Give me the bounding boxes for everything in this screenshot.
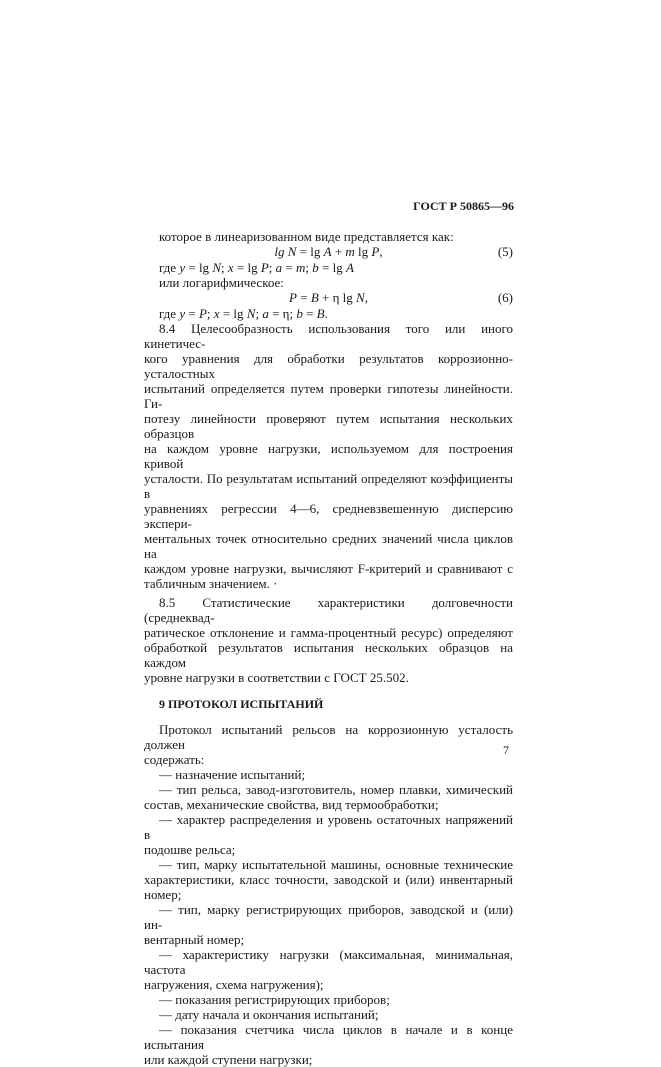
intro-line: которое в линеаризованном виде представляется как: bbox=[159, 229, 454, 244]
list-item-line: нагружения, схема нагружения); bbox=[144, 977, 324, 992]
paragraph-line: уравнениях регрессии 4—6, средневзвешенную дисперсию экспери- bbox=[144, 501, 513, 531]
formula-6-number: (6) bbox=[497, 290, 513, 305]
paragraph-line: ратическое отклонение и гамма-процентный ресурс) определяют bbox=[144, 625, 513, 640]
page-number: 7 bbox=[503, 743, 509, 757]
paragraph-line: Протокол испытаний рельсов на коррозионную усталость должен bbox=[144, 722, 513, 752]
standard-header: ГОСТ Р 50865—96 bbox=[413, 199, 514, 213]
list-item-line: — тип, марку регистрирующих приборов, заводской и (или) ин- bbox=[144, 902, 513, 932]
list-item-line: — характеристику нагрузки (максимальная, минимальная, частота bbox=[144, 947, 513, 977]
section-9-title: 9 ПРОТОКОЛ ИСПЫТАНИЙ bbox=[159, 697, 324, 711]
list-item-line: состав, механические свойства, вид термообработки; bbox=[144, 797, 439, 812]
formula-6-expression: P = B + η lg N, bbox=[289, 290, 368, 305]
protocol-list bbox=[144, 767, 513, 1067]
list-item-line: — тип, марку испытательной машины, основные технические bbox=[159, 857, 513, 872]
paragraph-line: уровне нагрузки в соответствии с ГОСТ 25.502. bbox=[144, 670, 409, 685]
paragraph-line: кого уравнения для обработки результатов коррозионно-усталостных bbox=[144, 351, 513, 381]
list-item-line: — показания регистрирующих приборов; bbox=[159, 992, 390, 1007]
formula-6 bbox=[144, 290, 513, 306]
list-item bbox=[144, 767, 513, 782]
list-item-line: номер; bbox=[144, 887, 182, 902]
list-item bbox=[144, 782, 513, 812]
list-item bbox=[144, 1022, 513, 1067]
list-item-line: — характер распределения и уровень остаточных напряжений в bbox=[144, 812, 513, 842]
page-content bbox=[144, 229, 513, 1067]
formula-5-expression: lg N = lg A + m lg P, bbox=[274, 244, 383, 259]
paragraph-line: содержать: bbox=[144, 752, 205, 767]
list-item bbox=[144, 1007, 513, 1022]
paragraph-line: 8.4 Целесообразность использования того или иного кинетичес- bbox=[144, 321, 513, 351]
list-item-line: подошве рельса; bbox=[144, 842, 236, 857]
paragraph-line: испытаний определяется путем проверки гипотезы линейности. Ги- bbox=[144, 381, 513, 411]
list-item-line: вентарный номер; bbox=[144, 932, 245, 947]
paragraph-line: табличным значением. · bbox=[144, 576, 278, 591]
list-item bbox=[144, 992, 513, 1007]
paragraph-line: усталости. По результатам испытаний определяют коэффициенты в bbox=[144, 471, 513, 501]
list-item bbox=[144, 812, 513, 857]
list-item-line: характеристики, класс точности, заводской и (или) инвентарный bbox=[144, 872, 513, 887]
where-5: где y = lg N; x = lg P; a = m; b = lg A bbox=[159, 260, 354, 275]
paragraph-line: ментальных точек относительно средних значений числа циклов на bbox=[144, 531, 513, 561]
list-item-line: — показания счетчика числа циклов в начале и в конце испытания bbox=[144, 1022, 513, 1052]
list-item bbox=[144, 902, 513, 947]
list-item-line: — назначение испытаний; bbox=[159, 767, 306, 782]
protocol-intro bbox=[144, 722, 513, 767]
where-6: где y = P; x = lg N; a = η; b = B. bbox=[159, 306, 328, 321]
paragraph-line: обработкой результатов испытания нескольких образцов на каждом bbox=[144, 640, 513, 670]
or-log-line: или логарифмическое: bbox=[159, 275, 284, 290]
list-item-line: или каждой ступени нагрузки; bbox=[144, 1052, 313, 1067]
paragraph-line: каждом уровне нагрузки, вычисляют F-критерий и сравнивают с bbox=[144, 561, 513, 576]
formula-5-number: (5) bbox=[497, 244, 513, 259]
paragraph-8-4 bbox=[144, 321, 513, 591]
list-item bbox=[144, 857, 513, 902]
list-item-line: — дату начала и окончания испытаний; bbox=[159, 1007, 379, 1022]
paragraph-line: 8.5 Статистические характеристики долговечности (среднеквад- bbox=[144, 595, 513, 625]
paragraph-line: на каждом уровне нагрузки, используемом для построения кривой bbox=[144, 441, 513, 471]
formula-5 bbox=[144, 244, 513, 260]
paragraph-8-5 bbox=[144, 595, 513, 685]
list-item-line: — тип рельса, завод-изготовитель, номер плавки, химический bbox=[159, 782, 513, 797]
list-item bbox=[144, 947, 513, 992]
paragraph-line: потезу линейности проверяют путем испытания нескольких образцов bbox=[144, 411, 513, 441]
